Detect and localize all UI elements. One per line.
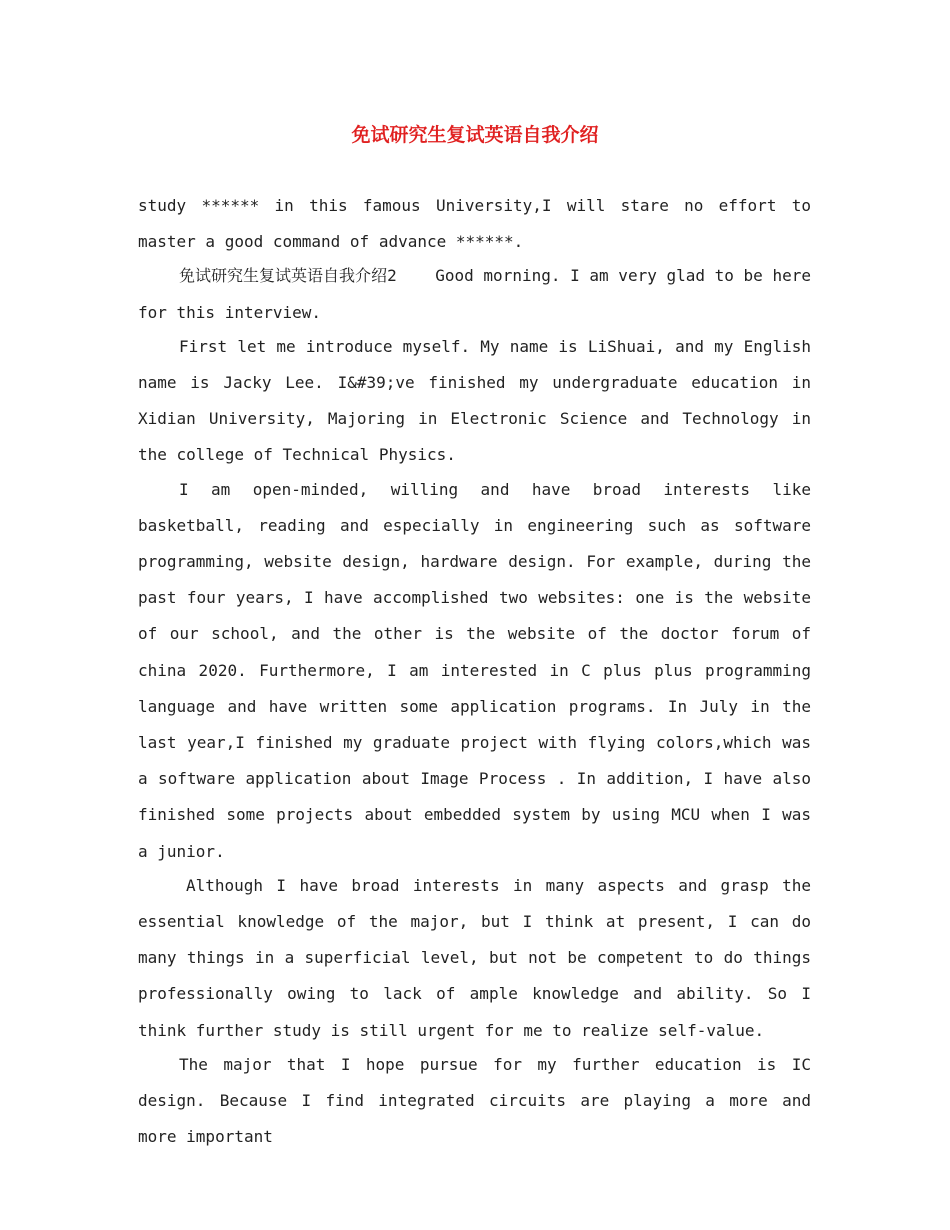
paragraph-interests: I am open-minded, willing and have broad interests like basketball, reading and especially in engineering such as software programming, website design, hardware design. For example, during the past four years, I have accomplished two websites: one is the website of our school, and the other is the website of the doctor forum of china 2020. Furthermore, I am interested in C plus plus programming language and have written some application programs. In July in the last year,I finished my graduate project with flying colors,which was a software application about Image Process . In addition, I have also finished some projects about embedded system by using MCU when I was a junior.	[138, 479, 811, 861]
paragraph-further-study: Although I have broad interests in many aspects and grasp the essential knowledge of the major, but I think at present, I can do many things in a superficial level, but not be competent to do things professionally owing to lack of ample knowledge and ability. So I think further study is still urgent for me to realize self-value.	[138, 875, 811, 1040]
document-body	[138, 188, 821, 1153]
paragraph-greeting: 免试研究生复试英语自我介绍2 Good morning. I am very glad to be here for this interview.	[138, 266, 821, 322]
paragraph-continuation: study ****** in this famous University,I will stare no effort to master a good command of advance ******.	[138, 196, 811, 252]
document-title: 免试研究生复试英语自我介绍	[351, 124, 599, 146]
paragraph-introduction: First let me introduce myself. My name is LiShuai, and my English name is Jacky Lee. I&#39;ve finished my undergraduate education in Xidian University, Majoring in Electronic Science and Technology in the college of Technical Physics.	[138, 336, 811, 465]
paragraph-major: The major that I hope pursue for my further education is IC design. Because I find integrated circuits are playing a more and more important	[138, 1054, 811, 1147]
